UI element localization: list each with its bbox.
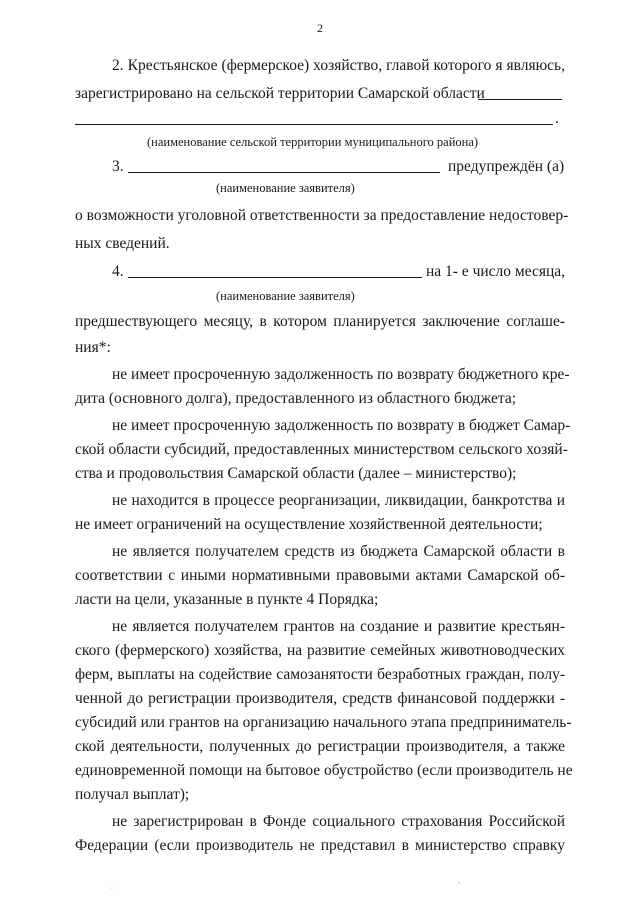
bullet5-line6: ской деятельности, полученных до регистрации производителя, а также [75,738,565,755]
bullet5-line5: субсидий или грантов на организацию начального этапа предприниматель- [75,714,572,731]
bullet5-line3: ферм, выплаты на содействие самозанятости безработных граждан, полу- [75,666,565,683]
bullet4-line3: ласти на цели, указанные в пункте 4 Порядка; [75,591,379,608]
bullet2-line3: ства и продовольствия Самарской области (далее – министерство); [75,465,517,482]
bullet3-line2: не имеет ограничений на осуществление хозяйственной деятельности; [75,516,543,533]
item3-line1-end: предупреждён (а) [448,158,565,175]
item4-line3: ния*: [75,339,111,356]
item4-line1-end: на 1- е число месяца, [426,263,566,280]
item2-line1: 2. Крестьянское (фермерское) хозяйство, главой которого я являюсь, [112,57,565,74]
item3-line2: о возможности уголовной ответственности за предоставление недостовер- [75,207,569,224]
item3-line3: ных сведений. [75,235,170,252]
item2-line2: зарегистрировано на сельской территории Самарской области [75,85,485,102]
page-number: 2 [317,21,323,35]
bullet5-line4: ченной до регистрации производителя, средств финансовой поддержки - [75,690,565,707]
bullet4-line2: соответствии с иными нормативными правовыми актами Самарской об- [75,567,565,584]
scan-speck: · · [110,886,116,892]
item2-line3-end: . [555,110,559,127]
scan-speck: › [458,880,460,886]
bullet5-line1: не является получателем грантов на создание и развитие крестьян- [112,618,565,635]
bullet5-line2: ского (фермерского) хозяйства, на развитие семейных животноводческих [75,642,565,659]
bullet2-line1: не имеет просроченную задолженность по возврату в бюджет Самар- [112,417,571,434]
bullet2-line2: ской области субсидий, предоставленных министерством сельского хозяй- [75,441,568,458]
item3-number: 3. [112,158,124,175]
item2-caption: (наименование сельской территории муниципального района) [147,135,479,149]
item4-line2: предшествующего месяцу, в котором планируется заключение соглаше- [75,313,565,330]
applicant-name-field-item3[interactable] [128,172,440,173]
bullet1-line2: дита (основного долга), предоставленного из областного бюджета; [75,390,517,407]
bullet4-line1: не является получателем средств из бюджета Самарской области в [112,543,565,560]
bullet3-line1: не находится в процессе реорганизации, ликвидации, банкротства и [112,492,565,509]
item3-caption: (наименование заявителя) [216,181,355,195]
bullet6-line2: Федерации (если производитель не представил в министерство справку [75,837,565,854]
applicant-name-field-item4[interactable] [128,277,422,278]
rural-territory-field-part1[interactable] [478,99,562,100]
bullet6-line1: не зарегистрирован в Фонде социального страхования Российской [112,813,565,830]
bullet5-line7: единовременной помощи на бытовое обустройство (если производитель не [75,762,573,779]
bullet1-line1: не имеет просроченную задолженность по возврату бюджетного кре- [112,366,570,383]
rural-territory-field-part2[interactable] [75,124,553,125]
bullet5-line8: получал выплат); [75,786,190,803]
item4-number: 4. [112,263,124,280]
item4-caption: (наименование заявителя) [216,289,355,303]
